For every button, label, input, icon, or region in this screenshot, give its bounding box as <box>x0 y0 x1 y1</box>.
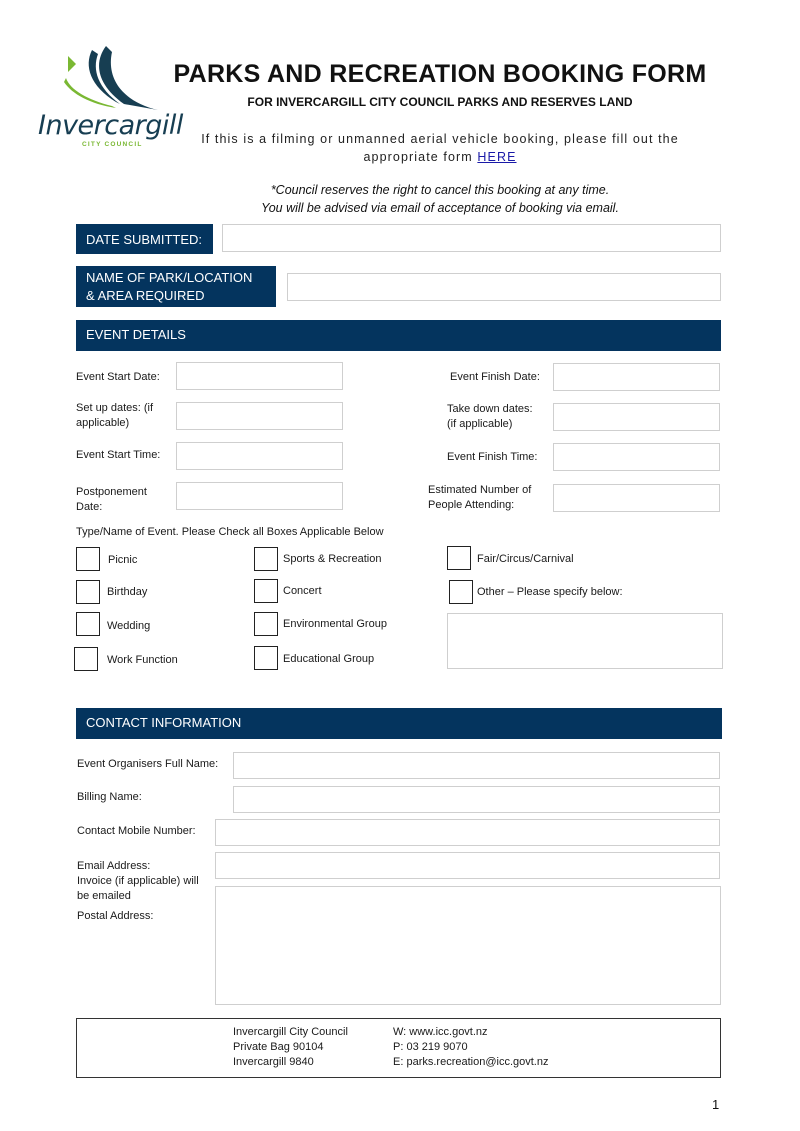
sports-recreation-label: Sports & Recreation <box>283 553 382 565</box>
footer-phone: P: 03 219 9070 <box>393 1041 468 1053</box>
postal-address-label: Postal Address: <box>77 910 154 922</box>
contact-information-heading: CONTACT INFORMATION <box>76 708 722 739</box>
here-link[interactable]: HERE <box>477 150 517 164</box>
checkbox-work-function[interactable] <box>74 647 98 671</box>
setup-dates-field[interactable] <box>176 402 343 430</box>
event-finish-date-label: Event Finish Date: <box>450 371 540 383</box>
organiser-name-label: Event Organisers Full Name: <box>77 758 219 770</box>
event-start-date-field[interactable] <box>176 362 343 390</box>
footer-address: Invercargill City Council Private Bag 90104 Invercargill 9840 <box>233 1026 348 1068</box>
concert-label: Concert <box>283 585 322 597</box>
contact-footer <box>76 1018 721 1078</box>
form-title: PARKS AND RECREATION BOOKING FORM <box>173 60 707 88</box>
event-finish-time-label: Event Finish Time: <box>447 451 538 463</box>
event-finish-time-field[interactable] <box>553 443 720 471</box>
mobile-number-label: Contact Mobile Number: <box>77 825 196 837</box>
filming-notice-line1: If this is a filming or unmanned aerial vehicle booking, please fill out the <box>201 132 679 146</box>
checkbox-birthday[interactable] <box>76 580 100 604</box>
wedding-label: Wedding <box>107 620 151 632</box>
logo-subtitle: CITY COUNCIL <box>82 141 143 148</box>
logo-swoosh-icon <box>54 44 164 114</box>
takedown-dates-label: Take down dates: (if applicable) <box>447 403 533 430</box>
takedown-dates-field[interactable] <box>553 403 720 431</box>
event-finish-date-field[interactable] <box>553 363 720 391</box>
event-start-time-field[interactable] <box>176 442 343 470</box>
mobile-number-field[interactable] <box>215 819 720 846</box>
picnic-label: Picnic <box>108 554 138 566</box>
setup-dates-label: Set up dates: (if applicable) <box>76 402 154 429</box>
form-subtitle: FOR INVERCARGILL CITY COUNCIL PARKS AND RESERVES LAND <box>247 95 633 109</box>
checkbox-fair-circus-carnival[interactable] <box>447 546 471 570</box>
email-address-label: Email Address: Invoice (if applicable) will be emailed <box>77 860 199 902</box>
email-address-field[interactable] <box>215 852 720 879</box>
cancellation-notice: *Council reserves the right to cancel this booking at any time. You will be advised via email of acceptance of booking via email. <box>261 183 619 215</box>
filming-notice-line2: appropriate form HERE <box>363 150 517 164</box>
environmental-group-label: Environmental Group <box>283 618 387 630</box>
organiser-name-field[interactable] <box>233 752 720 779</box>
postponement-date-label: Postponement Date: <box>76 486 147 513</box>
footer-contact <box>393 1025 548 1070</box>
event-start-date-label: Event Start Date: <box>76 371 160 383</box>
checkbox-picnic[interactable] <box>76 547 100 571</box>
postponement-date-field[interactable] <box>176 482 343 510</box>
billing-name-label: Billing Name: <box>77 791 142 803</box>
park-location-field[interactable] <box>287 273 721 301</box>
park-location-label: NAME OF PARK/LOCATION & AREA REQUIRED <box>76 266 276 307</box>
checkbox-educational-group[interactable] <box>254 646 278 670</box>
date-submitted-field[interactable] <box>222 224 721 252</box>
logo-wordmark: Invercargill <box>38 110 183 141</box>
event-type-prompt: Type/Name of Event. Please Check all Boxes Applicable Below <box>76 526 384 538</box>
other-specify-field[interactable] <box>447 613 723 669</box>
billing-name-field[interactable] <box>233 786 720 813</box>
work-function-label: Work Function <box>107 654 178 666</box>
other-label: Other – Please specify below: <box>477 586 623 598</box>
footer-email: E: parks.recreation@icc.govt.nz <box>393 1056 549 1068</box>
checkbox-other[interactable] <box>449 580 473 604</box>
email-invoice-note: Invoice (if applicable) will <box>77 875 199 887</box>
event-start-time-label: Event Start Time: <box>76 449 161 461</box>
filming-notice <box>160 130 720 166</box>
people-attending-field[interactable] <box>553 484 720 512</box>
checkbox-concert[interactable] <box>254 579 278 603</box>
educational-group-label: Educational Group <box>283 653 375 665</box>
postal-address-field[interactable] <box>215 886 721 1005</box>
date-submitted-label: DATE SUBMITTED: <box>76 224 213 254</box>
checkbox-wedding[interactable] <box>76 612 100 636</box>
council-logo <box>34 44 183 154</box>
checkbox-sports-recreation[interactable] <box>254 547 278 571</box>
checkbox-environmental-group[interactable] <box>254 612 278 636</box>
people-attending-label: Estimated Number of People Attending: <box>428 484 532 511</box>
event-details-heading: EVENT DETAILS <box>76 320 721 351</box>
page-number: 1 <box>712 1097 720 1112</box>
fair-circus-carnival-label: Fair/Circus/Carnival <box>477 553 574 565</box>
birthday-label: Birthday <box>107 586 148 598</box>
footer-website: W: www.icc.govt.nz <box>393 1026 488 1038</box>
